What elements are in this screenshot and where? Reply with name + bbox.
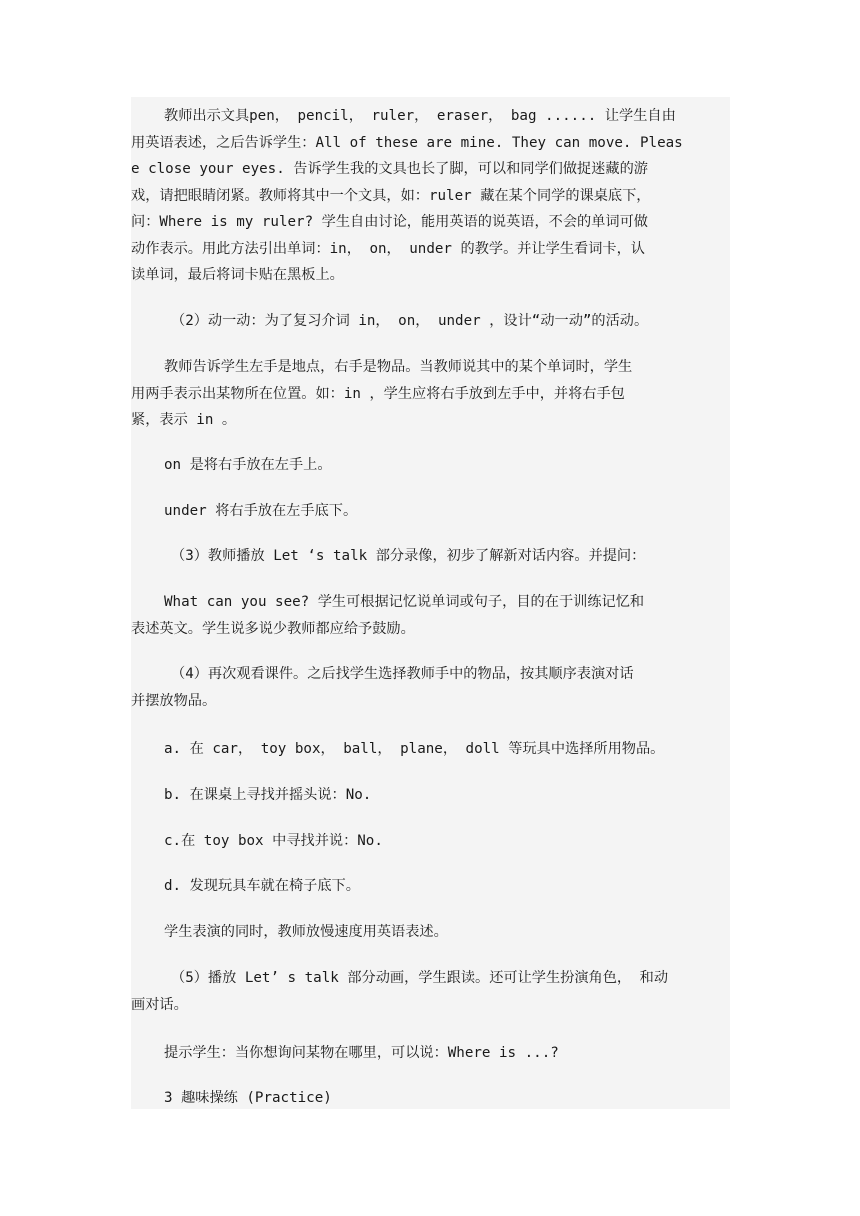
paragraph-perform [131, 919, 730, 946]
text-line: （2）动一动：为了复习介词 in， on， under ，设计“动一动”的活动。 [171, 313, 649, 329]
paragraph-under [131, 498, 730, 525]
list-item-c [131, 828, 730, 855]
text-line: 戏，请把眼睛闭紧。教师将其中一个文具，如：ruler 藏在某个同学的课桌底下， [131, 187, 651, 204]
paragraph-intro [131, 103, 730, 289]
text-line: 表述英文。学生说多说少教师都应给予鼓励。 [131, 620, 415, 637]
text-line: 画对话。 [131, 996, 188, 1013]
text-line: 教师出示文具pen， pencil， ruler， eraser， bag ...... 让学生自由 [164, 108, 676, 124]
text-line: 并摆放物品。 [131, 692, 217, 709]
paragraph-step-2 [131, 308, 730, 335]
text-line: What can you see? 学生可根据记忆说单词或句子，目的在于训练记忆和 [164, 594, 645, 610]
text-line: 学生表演的同时，教师放慢速度用英语表述。 [164, 924, 448, 940]
text-line: on 是将右手放在左手上。 [164, 457, 332, 473]
paragraph-hands [131, 354, 730, 434]
section-heading-practice [131, 1085, 730, 1112]
text-line: 用两手表示出某物所在位置。如：in ，学生应将右手放到左手中，并将右手包 [131, 385, 625, 402]
text-line: c.在 toy box 中寻找并说：No. [164, 833, 383, 849]
text-line: b. 在课桌上寻找并摇头说：No. [164, 787, 372, 803]
text-line: 教师告诉学生左手是地点，右手是物品。当教师说其中的某个单词时，学生 [164, 359, 633, 375]
list-item-d [131, 873, 730, 900]
list-item-a [131, 736, 730, 763]
text-line: （5）播放 Let’ s talk 部分动画，学生跟读。还可让学生扮演角色， 和动 [171, 970, 669, 986]
text-line: 问：Where is my ruler? 学生自由讨论，能用英语的说英语，不会的单词可做 [131, 214, 648, 230]
document-page [131, 97, 730, 1109]
text-line: under 将右手放在左手底下。 [164, 503, 358, 519]
text-line: 紧，表示 in 。 [131, 412, 237, 428]
text-line: （4）再次观看课件。之后找学生选择教师手中的物品，按其顺序表演对话 [171, 666, 634, 682]
text-line: 读单词，最后将词卡贴在黑板上。 [131, 267, 344, 283]
text-line: 3 趣味操练 (Practice) [164, 1090, 332, 1106]
list-item-b [131, 782, 730, 809]
text-line: 用英语表述，之后告诉学生：All of these are mine. They can move. Pleas [131, 134, 683, 151]
text-line: （3）教师播放 Let ‘s talk 部分录像，初步了解新对话内容。并提问： [171, 548, 646, 564]
text-line: 提示学生：当你想询问某物在哪里，可以说：Where is ...? [164, 1045, 559, 1061]
paragraph-what-see [131, 589, 730, 642]
paragraph-hint [131, 1040, 730, 1067]
paragraph-step-4 [131, 661, 730, 714]
paragraph-step-3 [131, 543, 730, 570]
text-line: 动作表示。用此方法引出单词：in， on， under 的教学。并让学生看词卡，认 [131, 240, 645, 257]
text-line: a. 在 car， toy box， ball， plane， doll 等玩具中选择所用物品。 [164, 741, 665, 757]
text-line: d. 发现玩具车就在椅子底下。 [164, 878, 360, 894]
paragraph-step-5 [131, 965, 730, 1018]
paragraph-on [131, 452, 730, 479]
text-line: e close your eyes. 告诉学生我的文具也长了脚，可以和同学们做捉迷藏的游 [131, 161, 648, 177]
